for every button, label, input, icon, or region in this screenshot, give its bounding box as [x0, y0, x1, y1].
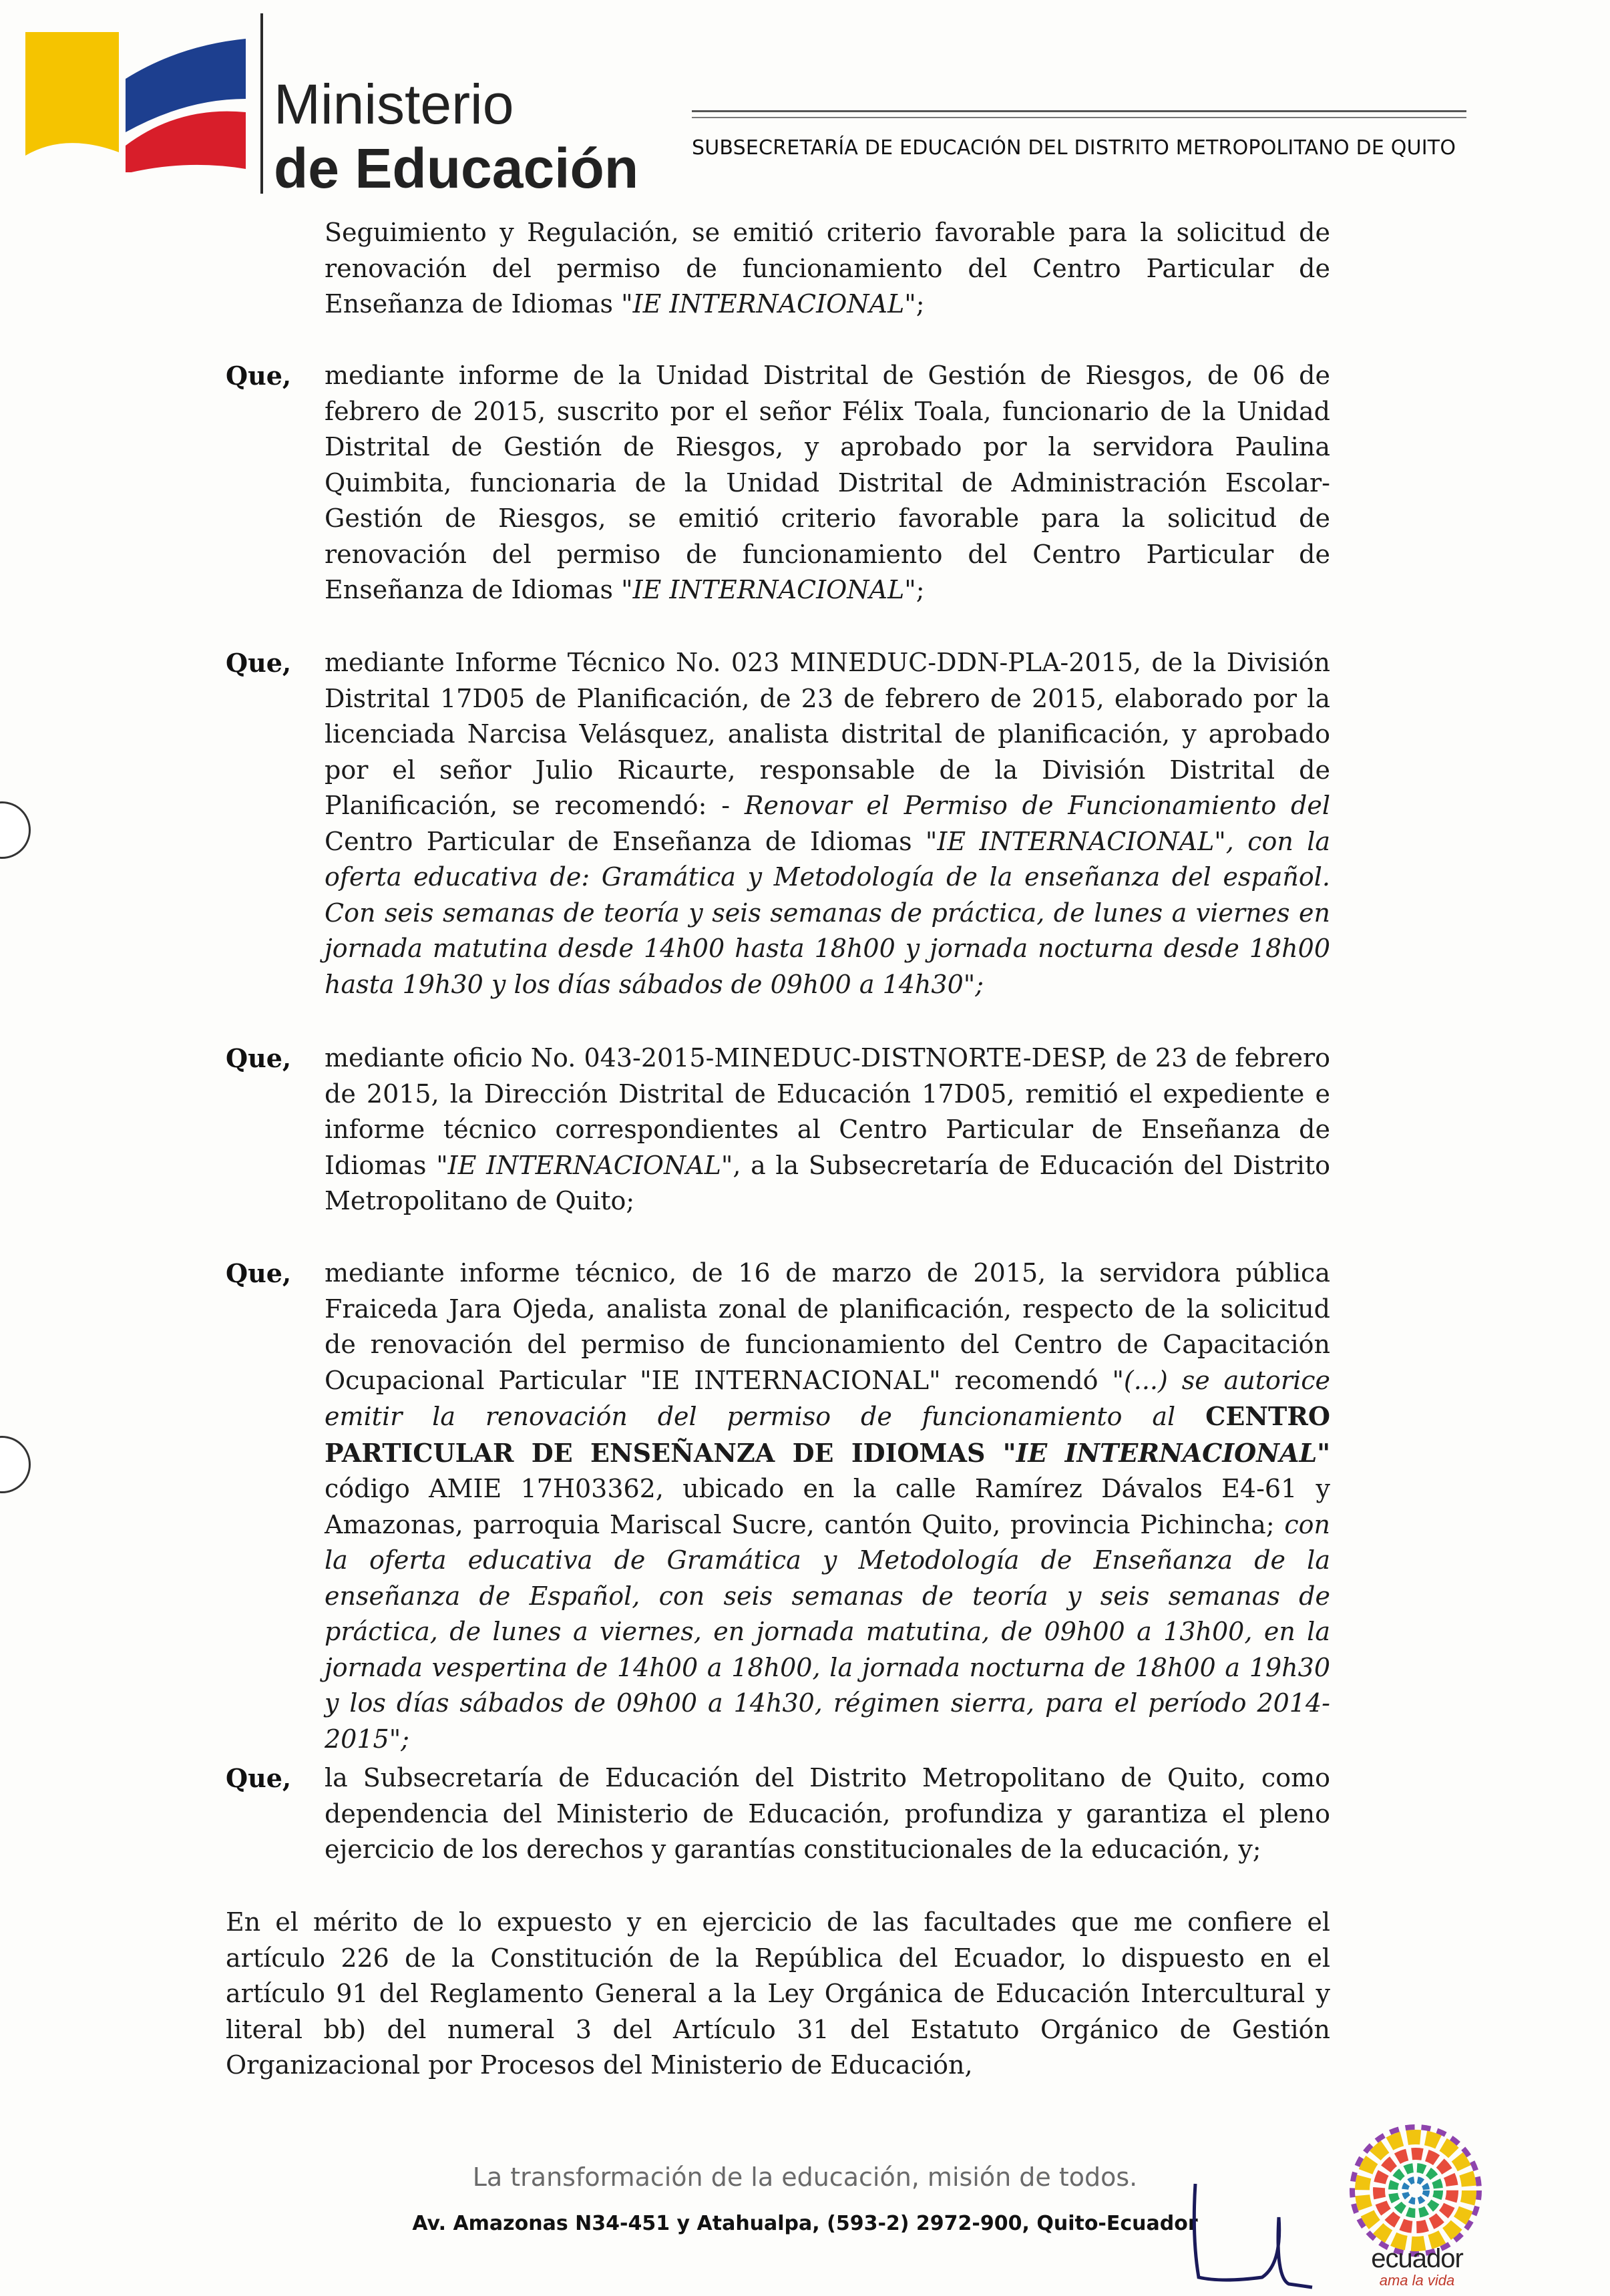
paragraph-que-5: la Subsecretaría de Educación del Distrito Metropolitano de Quito, como dependencia del Ministerio de Educación, profundiza y garantiza el pleno ejercicio de los derechos y garantías constitucionales de la educación, y;	[325, 1763, 1330, 1864]
paragraph-que-3	[325, 1040, 1330, 1219]
p3-text: mediante oficio No. 043-2015-MINEDUC-DISTNORTE-DESP, de 23 de febrero de 2015, la Dirección Distrital de Educación 17D05, remitió el expediente e informe técnico correspondientes al Centro Particular de Enseñanza de Idiomas	[325, 1043, 1330, 1180]
p4-text-2: código AMIE 17H03362, ubicado en la calle Ramírez Dávalos E4-61 y Amazonas, parroquia Mariscal Sucre, cantón Quito, provincia Pichincha;	[325, 1474, 1330, 1539]
paragraph-que-1	[325, 358, 1330, 608]
header-rule	[692, 117, 1466, 118]
p2-text-2: Centro Particular de Enseñanza de Idiomas	[325, 826, 926, 856]
paragraph-que-4	[325, 1256, 1330, 1757]
ecuador-brand-name: ecuador	[1371, 2244, 1463, 2273]
ministry-name	[274, 72, 638, 200]
p0-end: ;	[916, 289, 925, 319]
ecuador-tagline: ama la vida	[1379, 2272, 1455, 2289]
que-label: Que,	[226, 648, 292, 678]
ministry-line-1: Ministerio	[274, 73, 514, 136]
paragraph-que-2	[325, 645, 1330, 1002]
footer-address: Av. Amazonas N34-451 y Atahualpa, (593-2) 2972-900, Quito-Ecuador	[412, 2212, 1198, 2235]
subsecretaria-title: SUBSECRETARÍA DE EDUCACIÓN DEL DISTRITO METROPOLITANO DE QUITO	[692, 136, 1456, 160]
handwritten-signature	[1182, 2177, 1316, 2291]
p1-italic: "IE INTERNACIONAL"	[621, 575, 916, 604]
p2-italic-2: "IE INTERNACIONAL", con la oferta educativa de: Gramática y Metodología de la enseñanza del español. Con seis semanas de teoría y seis semanas de práctica, de lunes a viernes en jornada matutina desde 14h00 hasta 18h00 y jornada nocturna desde 18h00 hasta 19h30 y los días sábados de 09h00 a 14h30";	[325, 826, 1330, 999]
ministry-line-2: de Educación	[274, 137, 639, 200]
p3-end: , a la Subsecretaría de Educación del Distrito Metropolitano de Quito;	[325, 1150, 1330, 1215]
paragraph-continuation	[325, 215, 1330, 323]
punch-hole	[0, 1436, 31, 1493]
que-label: Que,	[226, 1258, 292, 1288]
header-rule	[692, 110, 1466, 112]
p1-text: mediante informe de la Unidad Distrital de Gestión de Riesgos, de 06 de febrero de 2015, suscrito por el señor Félix Toala, funcionario de la Unidad Distrital de Gestión de Riesgos, y aprobado por la servidora Paulina Quimbita, funcionaria de la Unidad Distrital de Administración Escolar-Gestión de Riesgos, se emitió criterio favorable para la solicitud de renovación del permiso de funcionamiento del Centro Particular de Enseñanza de Idiomas	[325, 361, 1330, 604]
punch-hole	[0, 801, 31, 859]
p4-text: mediante informe técnico, de 16 de marzo de 2015, la servidora pública Fraiceda Jara Ojeda, analista zonal de planificación, respecto de la solicitud de renovación del permiso de funcionamiento del Centro de Capacitación Ocupacional Particular "IE INTERNACIONAL" recomendó	[325, 1258, 1330, 1395]
p0-text: Seguimiento y Regulación, se emitió criterio favorable para la solicitud de renovación del permiso de funcionamiento del Centro Particular de Enseñanza de Idiomas	[325, 218, 1330, 319]
logo-divider	[260, 13, 263, 194]
p1-end: ;	[916, 575, 925, 604]
que-label: Que,	[226, 1043, 292, 1073]
p4-italic-2: con la oferta educativa de Gramática y Metodología de Enseñanza de la enseñanza de Español, con seis semanas de teoría y seis semanas de práctica, de lunes a viernes, en jornada matutina, de 09h00 a 13h00, en la jornada vespertina de 14h00 a 18h00, la jornada nocturna de 18h00 a 19h30 y los días sábados de 09h00 a 14h30, régimen sierra, para el período 2014-2015";	[325, 1509, 1330, 1754]
que-label: Que,	[226, 1763, 292, 1793]
p4-italic: "(...) se autorice emitir la renovación del permiso de funcionamiento al	[325, 1365, 1330, 1431]
p4-bold-italic: "IE INTERNACIONAL"	[1002, 1437, 1330, 1468]
p4-bold: CENTRO PARTICULAR DE ENSEÑANZA DE IDIOMAS	[325, 1401, 1330, 1468]
p2-text: mediante Informe Técnico No. 023 MINEDUC-DDN-PLA-2015, de la División Distrital 17D05 de Planificación, de 23 de febrero de 2015, elaborado por la licenciada Narcisa Velásquez, analista distrital de planificación, y aprobado por el señor Julio Ricaurte, responsable de la División Distrital de Planificación, se recomendó: -	[325, 648, 1330, 820]
closing-paragraph: En el mérito de lo expuesto y en ejercicio de las facultades que me confiere el artículo 226 de la Constitución de la República del Ecuador, lo dispuesto en el artículo 91 del Reglamento General a la Ley Orgánica de Educación Intercultural y literal bb) del numeral 3 del Artículo 31 del Estatuto Orgánico de Gestión Organizacional por Procesos del Ministerio de Educación,	[226, 1907, 1330, 2080]
p2-italic: Renovar el Permiso de Funcionamiento del	[744, 791, 1330, 820]
p0-italic: "IE INTERNACIONAL"	[621, 289, 916, 319]
footer-motto: La transformación de la educación, misión de todos.	[472, 2162, 1138, 2192]
que-label: Que,	[226, 361, 292, 391]
ministerio-logo-flag	[25, 19, 246, 172]
p3-italic: "IE INTERNACIONAL"	[436, 1150, 733, 1180]
